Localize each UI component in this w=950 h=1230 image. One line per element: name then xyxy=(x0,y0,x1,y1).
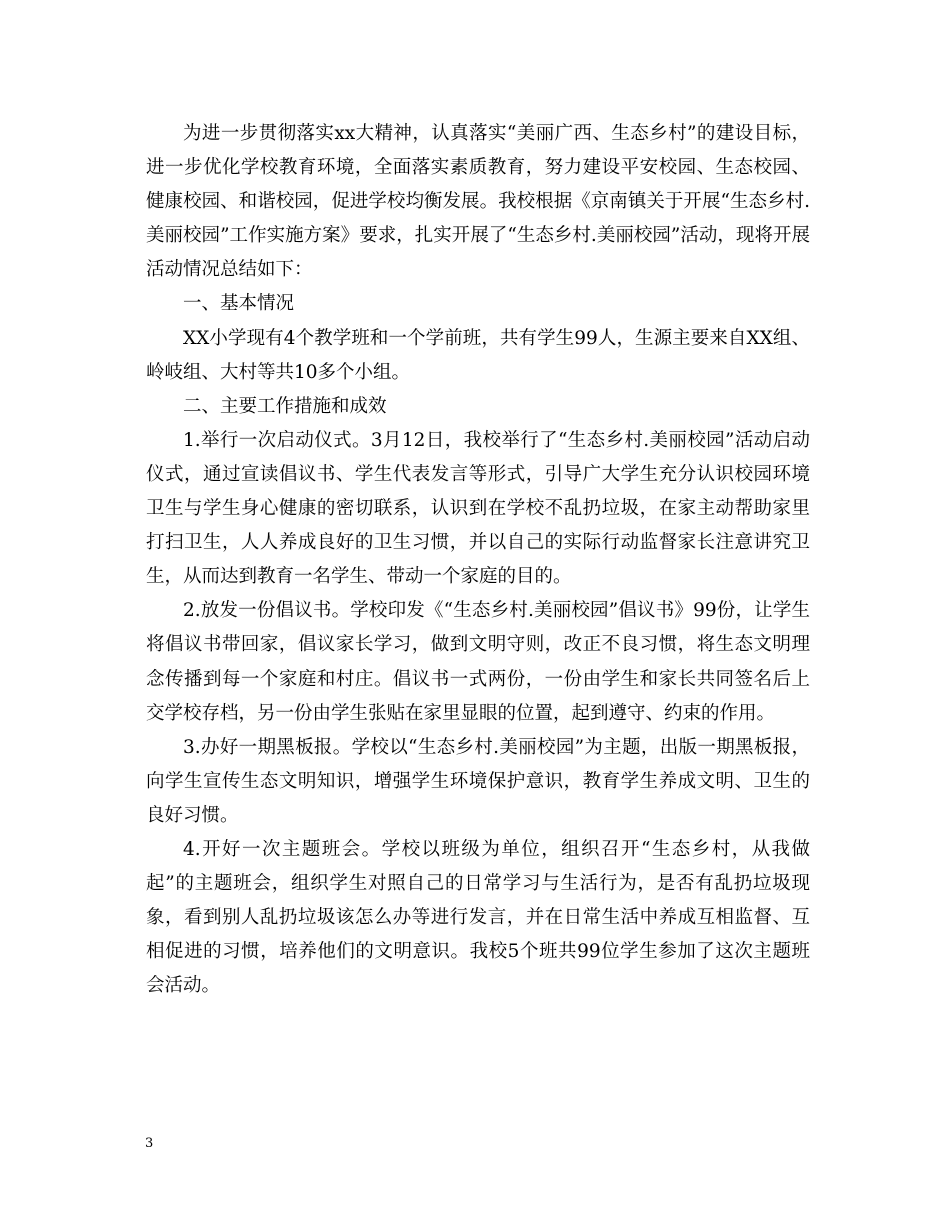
basic-situation-paragraph: XX小学现有4个教学班和一个学前班，共有学生99人，生源主要来自XX组、岭岐组、大村等共10多个小组。 xyxy=(146,327,810,383)
measure-1-paragraph: 1.举行一次启动仪式。3月12日，我校举行了“生态乡村.美丽校园”活动启动仪式，通过宣读倡议书、学生代表发言等形式，引导广大学生充分认识校园环境卫生与学生身心健康的密切联系，认识到在学校不乱扔垃圾，在家主动帮助家里打扫卫生，人人养成良好的卫生习惯，并以自己的实际行动监督家长注意讲究卫生，从而达到教育一名学生、带动一个家庭的目的。 xyxy=(146,429,810,588)
measure-3-paragraph: 3.办好一期黑板报。学校以“生态乡村.美丽校园”为主题，出版一期黑板报，向学生宣传生态文明知识，增强学生环境保护意识，教育学生养成文明、卫生的良好习惯。 xyxy=(146,736,810,826)
measure-2-paragraph: 2.放发一份倡议书。学校印发《“生态乡村.美丽校园”倡议书》99份，让学生将倡议书带回家，倡议家长学习，做到文明守则，改正不良习惯，将生态文明理念传播到每一个家庭和村庄。倡议书一式两份，一份由学生和家长共同签名后上交学校存档，另一份由学生张贴在家里显眼的位置，起到遵守、约束的作用。 xyxy=(146,600,810,724)
page-number: 3 xyxy=(145,1136,154,1151)
section-heading-basic-situation: 一、基本情况 xyxy=(183,293,295,315)
measure-4-paragraph: 4.开好一次主题班会。学校以班级为单位，组织召开“生态乡村，从我做起”的主题班会，组织学生对照自己的日常学习与生活行为，是否有乱扔垃圾现象，看到别人乱扔垃圾该怎么办等进行发言，并在日常生活中养成互相监督、互相促进的习惯，培养他们的文明意识。我校5个班共99位学生参加了这次主题班会活动。 xyxy=(146,838,810,997)
document-body xyxy=(146,117,810,1003)
intro-paragraph: 为进一步贯彻落实xx大精神，认真落实“美丽广西、生态乡村”的建设目标，进一步优化学校教育环境，全面落实素质教育，努力建设平安校园、生态校园、健康校园、和谐校园，促进学校均衡发展。我校根据《京南镇关于开展“生态乡村.美丽校园”工作实施方案》要求，扎实开展了“生态乡村.美丽校园”活动，现将开展活动情况总结如下： xyxy=(146,123,810,281)
section-heading-measures: 二、主要工作措施和成效 xyxy=(183,395,387,417)
